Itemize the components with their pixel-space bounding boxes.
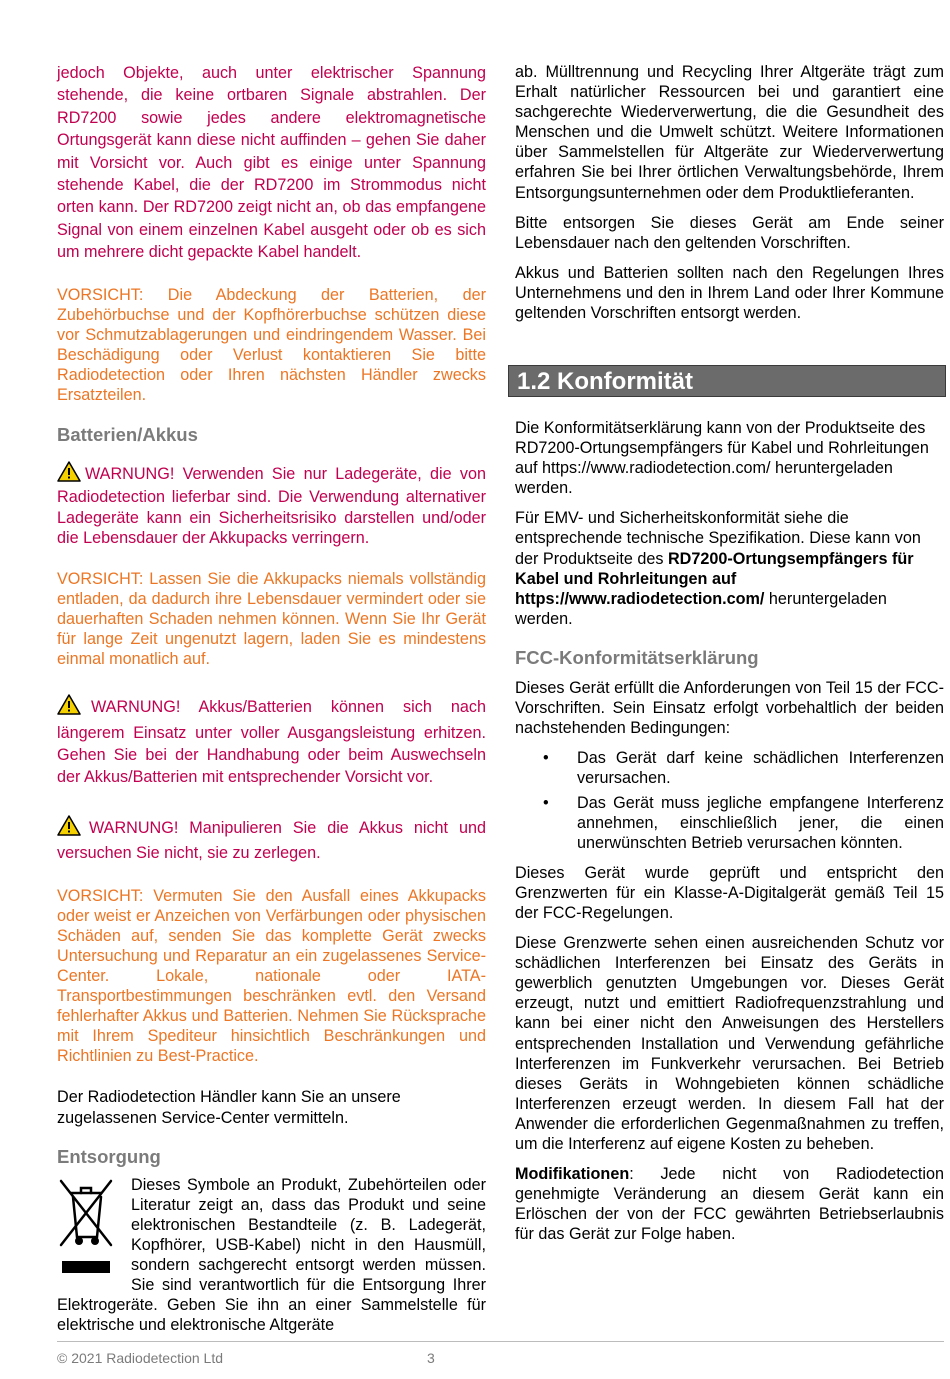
crossed-out-wheelie-bin-icon	[57, 1177, 115, 1277]
warning-heat-text: WARNUNG! Akkus/Batterien können sich nach längerem Einsatz unter voller Ausgangsleistung erhitzen. Gehen Sie bei der Handhabung oder beim Auswechseln der Akkus/Batterien mit entsprechender Vorsicht vor.	[57, 698, 486, 787]
list-item-text: Das Gerät darf keine schädlichen Interferenzen verursachen.	[577, 749, 944, 788]
section-heading-bar	[508, 365, 946, 397]
emv-text-a: Für EMV- und Sicherheitskonformität siehe die entsprechende technische Spezifikation. Diese kann von der Produktseite des	[515, 509, 921, 568]
class-a-text: Dieses Gerät wurde geprüft und entspricht den Grenzwerten für ein Klasse-A-Digitalgerät gemäß Teil 15 der FCC-Regelungen.	[515, 863, 944, 922]
warning-chargers-text: WARNUNG! Verwenden Sie nur Ladegeräte, die von Radiodetection lieferbar sind. Die Verwendung alternativer Ladegeräte kann ein Sicherheitsrisiko darstellen und/oder die Lebensdauer der Akkupacks verringern.	[57, 465, 486, 547]
emv-text-bold: RD7200-Ortungsempfängers für Kabel und Rohrleitungen auf https://www.radiodetection.com/	[515, 549, 914, 608]
emv-text	[515, 508, 944, 629]
list-item	[515, 748, 944, 788]
page-number: 3	[427, 1350, 435, 1366]
heading-fcc: FCC-Konformitätserklärung	[515, 646, 759, 668]
warning-triangle-icon	[57, 815, 81, 842]
warning-continued-text: jedoch Objekte, auch unter elektrischer Spannung stehende, die keine ortbaren Signale abstrahlen. Der RD7200 sowie jedes andere elektromagnetische Ortungsgerät kann diese nicht auffinden – gehen Sie daher mit Vorsicht vor. Auch gibt es einige unter Spannung stehende Kabel, die der RD7200 im Strommodus nicht orten kann. Der RD7200 zeigt nicht an, ob das empfangene Signal von einem einzelnen Kabel ausgeht oder ob es sich um mehrere dicht gepackte Kabel handelt.	[57, 64, 486, 262]
warning-triangle-icon	[57, 461, 81, 487]
dispose-end-of-life-text: Bitte entsorgen Sie dieses Gerät am Ende seiner Lebensdauer nach den geltenden Vorschriften.	[515, 213, 944, 252]
warning-triangle-icon	[57, 694, 81, 721]
footer-copyright: © 2021 Radiodetection Ltd	[57, 1350, 223, 1366]
warning-heat	[57, 694, 486, 789]
disposal-block	[57, 1175, 486, 1336]
modifications-body: : Jede nicht von Radiodetection genehmigte Veränderung an diesem Gerät kann ein Erlöschen der von der FCC gewährten Betriebserlaubnis für das Gerät zur Folge haben.	[515, 1165, 944, 1244]
section-title: 1.2 Konformität	[517, 368, 694, 395]
fcc-conditions-list	[515, 748, 944, 852]
list-item	[515, 793, 944, 853]
footer-divider	[57, 1341, 944, 1342]
warning-chargers	[57, 461, 486, 547]
limits-text: Diese Grenzwerte sehen einen ausreichenden Schutz vor schädlichen Interferenzen bei Einsatz des Geräts in gewerblich genutzten Umgebungen vor. Dieses Gerät erzeugt, nutzt und emittiert Radiofrequenzstrahlung und kann bei einer nicht den Anweisungen des Herstellers entsprechenden Installation und Verwendung gefährliche Interferenzen im Funkverkehr verursachen. Bei Betrieb dieses Geräts in Wohngebieten können schädliche Interferenzen erzeugt werden. In diesem Fall hat der Anwender die erforderlichen Gegenmaßnahmen zu treffen, um die Interferenz auf eigene Kosten zu beheben.	[515, 934, 944, 1153]
fcc-intro-text: Dieses Gerät erfüllt die Anforderungen von Teil 15 der FCC-Vorschriften. Sein Einsatz erfolgt vorbehaltlich der beiden nachstehenden Bedingungen:	[515, 679, 944, 738]
left-column	[57, 62, 486, 1335]
caution-discharge: VORSICHT: Lassen Sie die Akkupacks niemals vollständig entladen, da dadurch ihre Lebensdauer vermindert oder sie dauerhaften Schaden nehmen können. Wenn Sie Ihr Gerät für lange Zeit ungenutzt lagern, laden Sie es mindestens einmal monatlich auf.	[57, 569, 486, 669]
recycling-text: ab. Mülltrennung und Recycling Ihrer Altgeräte trägt zum Erhalt natürlicher Ressourcen bei und garantiert eine sachgerechte Wiederverwertung, die die Gesundheit des Menschen und die Umwelt schützt. Weitere Informationen über Sammelstellen für Altgeräte zur Wiederverwertung erfahren Sie bei Ihrer örtlichen Verwaltungsbehörde, Ihrem Entsorgungsunternehmen oder dem Produktlieferanten.	[515, 63, 944, 202]
dealer-text: Der Radiodetection Händler kann Sie an unsere zugelassenen Service-Center vermitteln.	[57, 1088, 401, 1127]
bullet-icon: •	[543, 793, 549, 812]
warning-tamper	[57, 815, 486, 865]
bullet-icon: •	[543, 749, 549, 768]
modifications-label: Modifikationen	[515, 1165, 630, 1184]
warning-tamper-text: WARNUNG! Manipulieren Sie die Akkus nicht und versuchen Sie nicht, sie zu zerlegen.	[57, 818, 486, 863]
caution-covers: VORSICHT: Die Abdeckung der Batterien, der Zubehörbuchse und der Kopfhörerbuchse schützen diese vor Schmutzablagerungen und eindringendem Wasser. Bei Beschädigung oder Verlust kontaktieren Sie bitte Radiodetection oder Ihren nächsten Händler zwecks Ersatzteilen.	[57, 285, 486, 405]
right-column	[515, 62, 944, 323]
list-item-text: Das Gerät muss jegliche empfangene Interferenz annehmen, einschließlich jener, die einen unerwünschten Betrieb verursachen könnten.	[577, 793, 944, 852]
heading-entsorgung: Entsorgung	[57, 1145, 161, 1167]
conformity-text: Die Konformitätserklärung kann von der Produktseite des RD7200-Ortungsempfängers für Kabel und Rohrleitungen auf https://www.radiodetection.com/ heruntergeladen werden.	[515, 419, 929, 498]
caution-failure: VORSICHT: Vermuten Sie den Ausfall eines Akkupacks oder weist er Anzeichen von Verfärbungen oder physischen Schäden auf, senden Sie das komplette Gerät zwecks Untersuchung und Reparatur an ein zugelassenes Service-Center. Lokale, nationale oder IATA-Transportbestimmungen beschränken evtl. den Versand fehlerhafter Akkus und Batterien. Nehmen Sie Rücksprache mit Ihrem Spediteur hinsichtlich Beschränkungen und Richtlinien zu Best-Practice.	[57, 886, 486, 1066]
heading-batterien: Batterien/Akkus	[57, 424, 198, 446]
disposal-text: Dieses Symbole an Produkt, Zubehörteilen oder Literatur zeigt an, dass das Produkt und seine elektronischen Bestandteile (z. B. Ladegerät, Kopfhörer, USB-Kabel) nicht in den Hausmüll, sondern sachgerecht entsorgt werden müssen. Sie sind verantwortlich für die Entsorgung Ihrer Elektrogeräte. Geben Sie ihn an einer Sammelstelle für elektrische und elektronische Altgeräte	[57, 1175, 486, 1335]
battery-disposal-text: Akkus und Batterien sollten nach den Regelungen Ihres Unternehmens und den in Ihrem Land oder Ihrer Kommune geltenden Vorschriften entsorgt werden.	[515, 263, 944, 323]
modifications-text	[515, 1164, 944, 1244]
emv-text-b: heruntergeladen werden.	[515, 589, 887, 628]
right-column-lower	[515, 418, 944, 1244]
